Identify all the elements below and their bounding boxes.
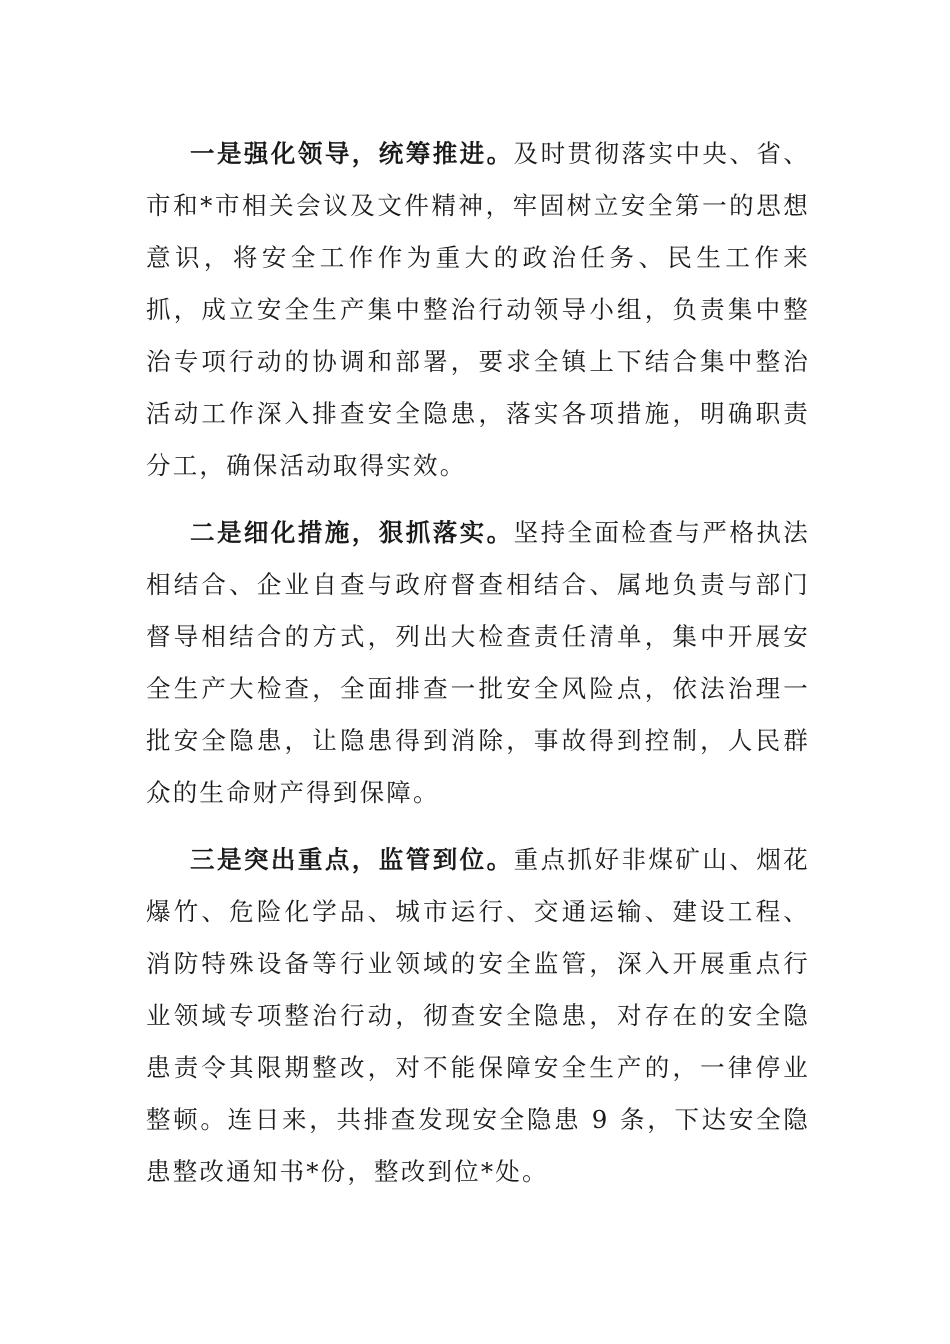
paragraph-text: 坚持全面检查与严格执法相结合、企业自查与政府督查相结合、属地负责与部门督导相结合的方式，列出大检查责任清单，集中开展安全生产大检查，全面排查一批安全风险点，依法治理一批安全隐患，让隐患得到消除，事故得到控制，人民群众的生命财产得到保障。 [146, 518, 811, 807]
paragraph-text: 及时贯彻落实中央、省、市和*市相关会议及文件精神，牢固树立安全第一的思想意识，将安全工作作为重大的政治任务、民生工作来抓，成立安全生产集中整治行动领导小组，负责集中整治专项行动的协调和部署，要求全镇上下结合集中整治活动工作深入排查安全隐患，落实各项措施，明确职责分工，确保活动取得实效。 [146, 139, 811, 480]
paragraph-lead: 二是细化措施，狠抓落实。 [190, 518, 514, 547]
paragraph-lead: 三是突出重点，监管到位。 [190, 845, 514, 874]
paragraph-measures [146, 507, 810, 819]
document-body [146, 128, 810, 1213]
paragraph-lead: 一是强化领导，统筹推进。 [190, 139, 514, 168]
paragraph-supervision [146, 834, 810, 1198]
paragraph-leadership [146, 128, 810, 492]
paragraph-text: 重点抓好非煤矿山、烟花爆竹、危险化学品、城市运行、交通运输、建设工程、消防特殊设备等行业领域的安全监管，深入开展重点行业领域专项整治行动，彻查安全隐患，对存在的安全隐患责令其限期整改，对不能保障安全生产的，一律停业整顿。连日来，共排查发现安全隐患 9 条，下达安全隐患整改通知书*份，整改到位*处。 [146, 845, 811, 1186]
